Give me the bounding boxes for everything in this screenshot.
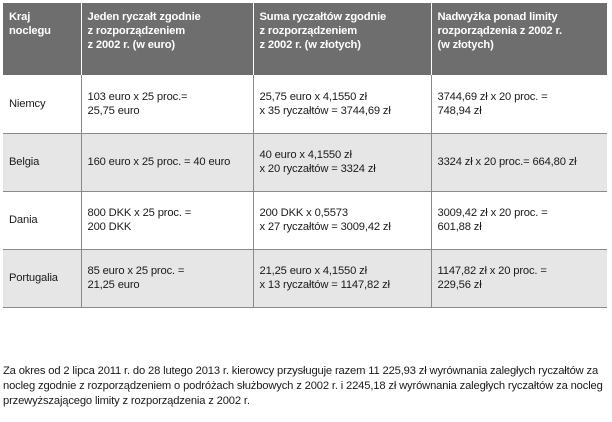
cell-sum: 40 euro x 4,1550 zł x 20 ryczałtów = 3324 zł xyxy=(253,133,431,191)
header-row xyxy=(3,3,607,75)
cell-country: Niemcy xyxy=(3,75,81,133)
header-flat-rate: Jeden ryczałt zgodnie z rozporządzeniem z 2002 r. (w euro) xyxy=(81,3,253,75)
header-sum: Suma ryczałtów zgodnie z rozporządzeniem z 2002 r. (w złotych) xyxy=(253,3,431,75)
cell-country: Portugalia xyxy=(3,249,81,307)
cell-surplus: 3324 zł x 20 proc.= 664,80 zł xyxy=(431,133,607,191)
table-row xyxy=(3,191,607,249)
footnote: Za okres od 2 lipca 2011 r. do 28 lutego 2013 r. kierowcy przysługuje razem 11 225,93 zł wyrównania zaległych ryczałtów za nocleg zgodnie z rozporządzeniem o podróżach służbowych z 2002 r. i 2245,18 zł wyrównania zaległych ryczałtów za nocleg przewyższającego limity z rozporządzenia z 2002 r. xyxy=(3,365,603,408)
cell-flat-rate: 160 euro x 25 proc. = 40 euro xyxy=(81,133,253,191)
cell-surplus: 3744,69 zł x 20 proc. = 748,94 zł xyxy=(431,75,607,133)
cell-surplus: 3009,42 zł x 20 proc. = 601,88 zł xyxy=(431,191,607,249)
cell-flat-rate: 85 euro x 25 proc. = 21,25 euro xyxy=(81,249,253,307)
cell-surplus: 1147,82 zł x 20 proc. = 229,56 zł xyxy=(431,249,607,307)
table-row xyxy=(3,249,607,307)
cell-flat-rate: 103 euro x 25 proc.= 25,75 euro xyxy=(81,75,253,133)
table-body xyxy=(3,75,607,307)
header-country: Kraj noclegu xyxy=(3,3,81,75)
lodging-rates-table xyxy=(3,3,607,308)
cell-sum: 21,25 euro x 4,1550 zł x 13 ryczałtów = 1147,82 zł xyxy=(253,249,431,307)
cell-sum: 200 DKK x 0,5573 x 27 ryczałtów = 3009,42 zł xyxy=(253,191,431,249)
table-header xyxy=(3,3,607,75)
cell-country: Dania xyxy=(3,191,81,249)
table-row xyxy=(3,133,607,191)
cell-country: Belgia xyxy=(3,133,81,191)
header-surplus: Nadwyżka ponad limity rozporządzenia z 2002 r. (w złotych) xyxy=(431,3,607,75)
cell-flat-rate: 800 DKK x 25 proc. = 200 DKK xyxy=(81,191,253,249)
cell-sum: 25,75 euro x 4,1550 zł x 35 ryczałtów = 3744,69 zł xyxy=(253,75,431,133)
table-row xyxy=(3,75,607,133)
